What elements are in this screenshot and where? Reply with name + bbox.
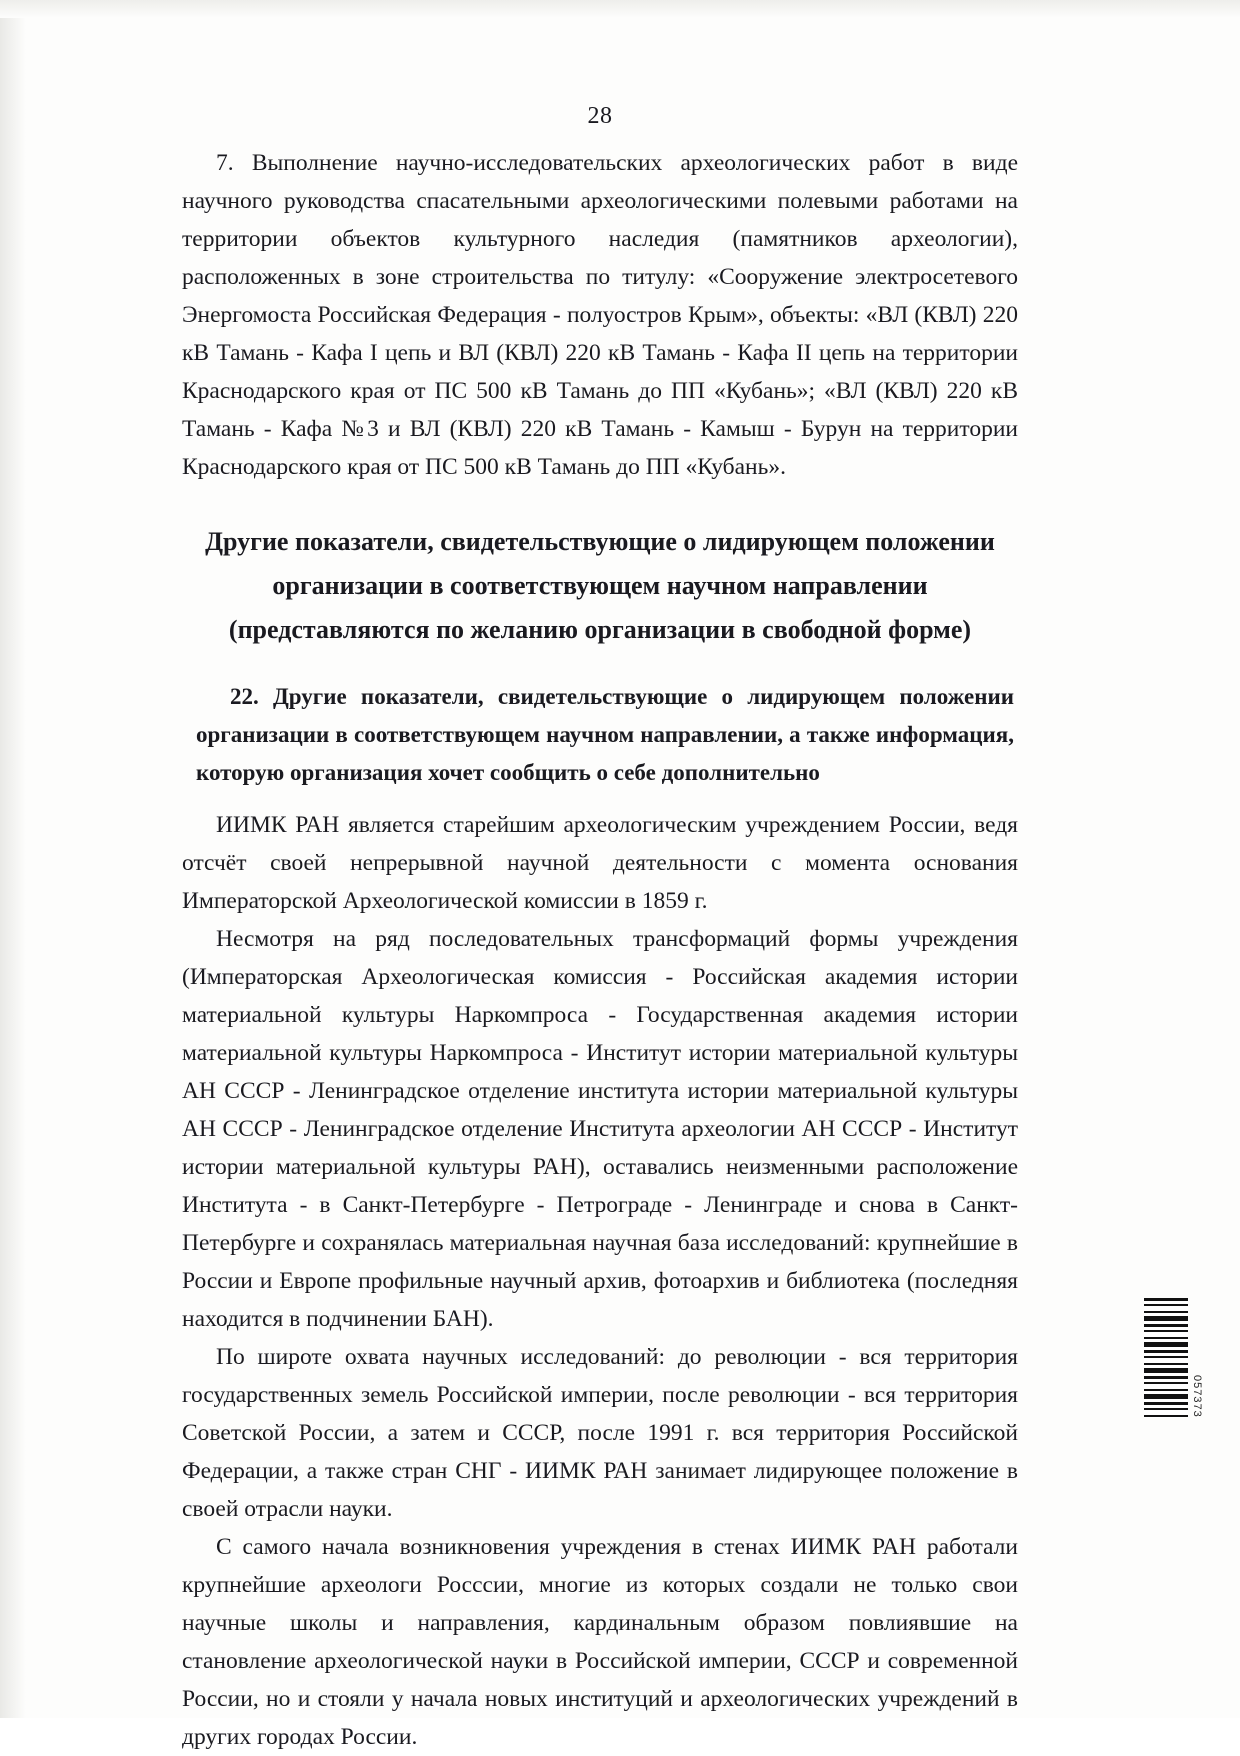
barcode-label: 057373 <box>1191 1375 1203 1418</box>
page-content <box>182 104 1018 1756</box>
body-text <box>182 806 1018 1756</box>
scan-edge-top <box>0 0 1240 18</box>
paragraph-2: Несмотря на ряд последовательных трансформаций формы учреждения (Императорская Археологическая комиссия - Российская академия истории материальной культуры Наркомпроса - Государственная академия истории материальной культуры Наркомпроса - Институт истории материальной культуры АН СССР - Ленинградское отделение института истории материальной культуры АН СССР - Ленинградское отделение Института археологии АН СССР - Институт истории материальной культуры РАН), оставались неизменными расположение Института - в Санкт-Петербурге - Петрограде - Ленинграде и снова в Санкт-Петербурге и сохранялась материальная научная база исследований: крупнейшие в России и Европе профильные научный архив, фотоархив и библиотека (последняя находится в подчинении БАН). <box>182 926 1018 1332</box>
paragraph-item-7: 7. Выполнение научно-исследовательских археологических работ в виде научного руководства спасательными археологическими полевыми работами на территории объектов культурного наследия (памятников археологии), расположенных в зоне строительства по титулу: «Сооружение электросетевого Энергомоста Российская Федерация - полуостров Крым», объекты: «ВЛ (КВЛ) 220 кВ Тамань - Кафа I цепь и ВЛ (КВЛ) 220 кВ Тамань - Кафа II цепь на территории Краснодарского края от ПС 500 кВ Тамань до ПП «Кубань»; «ВЛ (КВЛ) 220 кВ Тамань - Кафа №3 и ВЛ (КВЛ) 220 кВ Тамань - Камыш - Бурун на территории Краснодарского края от ПС 500 кВ Тамань до ПП «Кубань». <box>182 150 1018 480</box>
section-heading-line-1: Другие показатели, свидетельствующие о лидирующем положении <box>205 527 995 556</box>
barcode <box>1144 1298 1206 1418</box>
paragraph-4: С самого начала возникновения учреждения в стенах ИИМК РАН работали крупнейшие археологи Росссии, многие из которых создали не только свои научные школы и направления, кардинальным образом повлиявшие на становление археологической науки в Российской империи, СССР и современной России, но и стояли у начала новых институций и археологических учреждений в других городах России. <box>182 1534 1018 1750</box>
paragraph-3: По широте охвата научных исследований: до революции - вся территория государственных земель Российской империи, после революции - вся территория Советской России, а затем и СССР, после 1991 г. вся территория Российской Федерации, а также стран СНГ - ИИМК РАН занимает лидирующее положение в своей отрасли науки. <box>182 1344 1018 1522</box>
page-number: 28 <box>587 103 613 129</box>
paragraph-1: ИИМК РАН является старейшим археологическим учреждением России, ведя отсчёт своей непрерывной научной деятельности с момента основания Императорской Археологической комиссии в 1859 г. <box>182 812 1018 914</box>
section-heading <box>182 520 1018 652</box>
barcode-bars-icon <box>1144 1298 1188 1418</box>
section-heading-line-3: (представляются по желанию организации в свободной форме) <box>228 615 972 644</box>
scan-edge-left <box>0 0 26 1718</box>
subsection-heading-wrap <box>182 678 1018 792</box>
subsection-heading-22: 22. Другие показатели, свидетельствующие о лидирующем положении организации в соответствующем научном направлении, а также информация, которую организация хочет сообщить о себе дополнительно <box>196 684 1014 785</box>
section-heading-line-2: организации в соответствующем научном направлении <box>272 571 928 600</box>
